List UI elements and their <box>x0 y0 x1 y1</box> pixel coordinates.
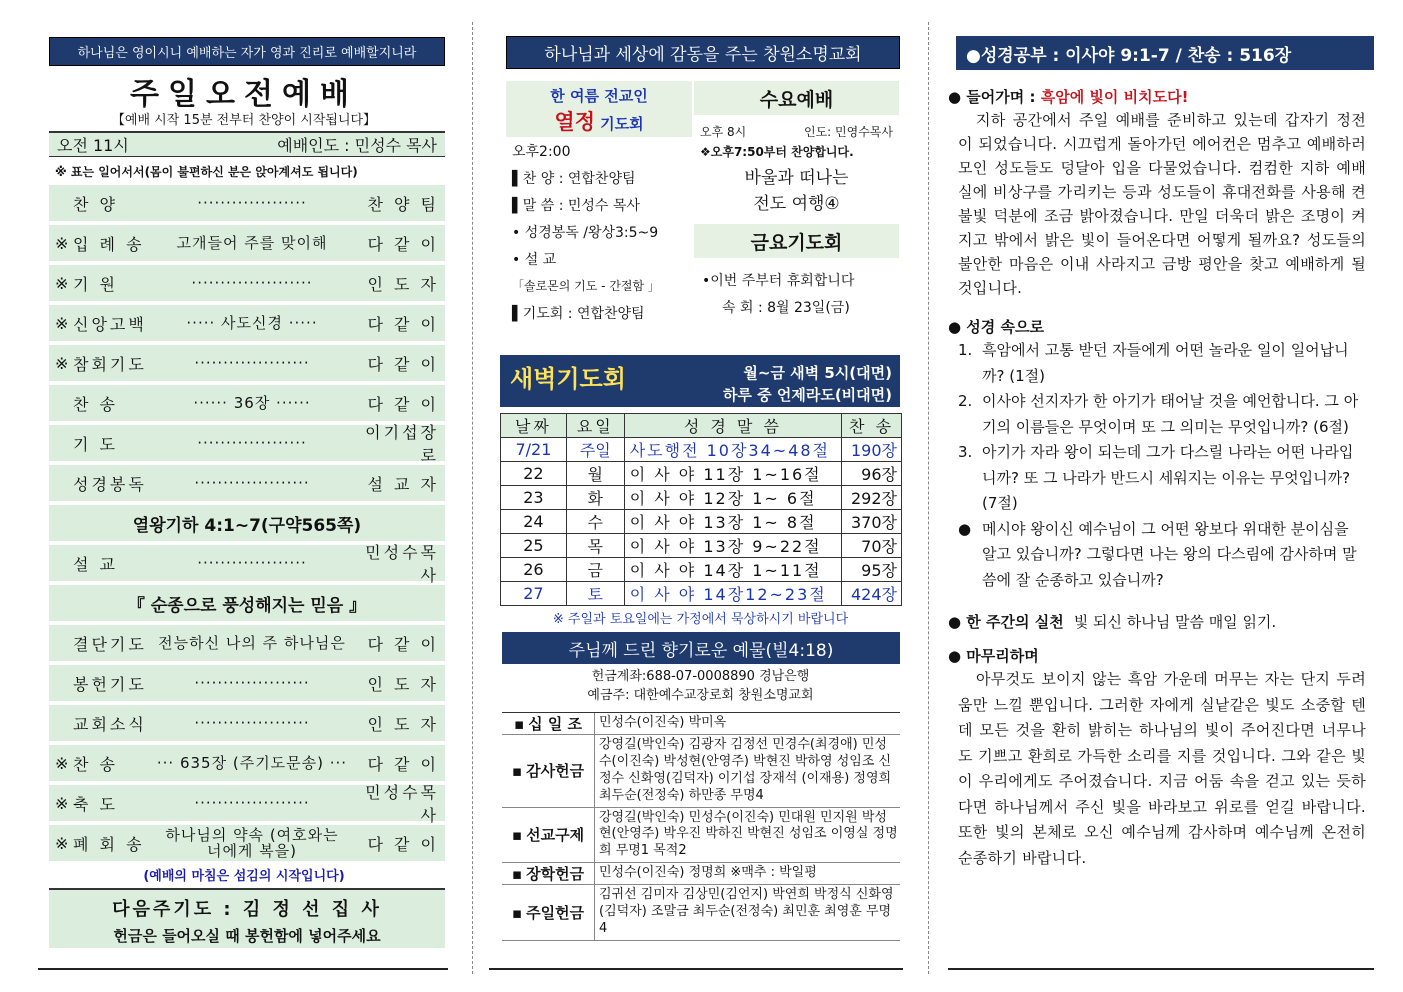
order-presenter: 설 교 자 <box>367 474 439 494</box>
wednesday-sermon <box>694 166 899 224</box>
schedule-date: 24 <box>501 510 567 534</box>
order-item <box>49 543 445 585</box>
offering-kind: ▪ 선교구제 <box>502 808 594 863</box>
schedule-date: 22 <box>501 462 567 486</box>
question-text: 흑암에서 고통 받던 자들에게 어떤 놀라운 일이 일어납니까? (1절) <box>982 341 1349 385</box>
bible-study-banner: ●성경공부 : 이사야 9:1-7 / 찬송 : 516장 <box>956 36 1374 70</box>
order-item <box>49 465 445 501</box>
order-label: 찬 송 <box>73 754 118 774</box>
closing-text: 아무것도 보이지 않는 흑암 가운데 머무는 자는 단지 두려움만 느낄 뿐입니다. 그러한 자에게 실낱같은 빛도 소중할 텐데 모든 것을 환히 밝히는 하나님의 빛이 주어진다면 너무나도 기쁘고 환희로 가득한 소리를 지를 것입니다. 그와 같은 빛이 우리에게도 주어졌습니다. 지금 어둠 속을 걷고 있는 듯하다면 하나님께서 주신 빛을 바라보고 위로를 얻길 바랍니다. 또한 빛의 본체로 오신 예수님께 감사하며 예수님께 온전히 순종하기 바랍니다. <box>958 670 1366 867</box>
schedule-day: 목 <box>566 534 624 558</box>
inside-heading: ● 성경 속으로 <box>948 318 1044 336</box>
order-detail: ····· 사도신경 ····· <box>186 313 318 332</box>
order-mark: ※ <box>55 753 69 773</box>
offering-kind: ▪ 주일헌금 <box>502 885 594 940</box>
order-presenter: 다 같 이 <box>367 634 439 654</box>
bible-study-column <box>948 30 1374 871</box>
summer-prayer-item: 오후2:00 <box>512 143 571 160</box>
order-presenter: 다 같 이 <box>367 314 439 334</box>
order-presenter: 민성수목사 <box>365 543 439 585</box>
bottom-rule-2 <box>489 968 903 970</box>
order-presenter: 인 도 자 <box>367 274 439 294</box>
order-detail: 하나님의 약속 (여호와는 너에게 복을) <box>165 825 339 860</box>
order-presenter: 다 같 이 <box>367 834 439 854</box>
offering-names: 강영길(박인숙) 민성수(이진숙) 민대원 민지원 박성현(안영주) 박우진 박하진 박현진 성임조 이영실 정명희 무명1 목적2 <box>594 808 900 863</box>
order-item <box>49 265 445 301</box>
order-item <box>49 423 445 465</box>
schedule-row <box>501 486 902 510</box>
order-label: 설 교 <box>73 554 118 574</box>
order-label: 찬 양 <box>73 194 118 214</box>
friday-note1: •이번 주부터 휴회합니다 <box>702 273 855 289</box>
order-label: 찬 송 <box>73 394 118 414</box>
schedule-row <box>501 582 902 606</box>
question-item <box>958 338 1366 389</box>
schedule-row <box>501 438 902 462</box>
service-time: 오전 11시 <box>57 136 129 155</box>
order-presenter: 찬 양 팀 <box>367 194 439 214</box>
question-number: 2. <box>958 392 973 410</box>
schedule-date: 23 <box>501 486 567 510</box>
account-info <box>498 664 903 712</box>
worship-order-column <box>40 30 448 948</box>
offering-row <box>502 735 900 808</box>
schedule-note: ※ 주일과 토요일에는 가정에서 묵상하시기 바랍니다 <box>552 612 849 627</box>
order-presenter: 다 같 이 <box>367 754 439 774</box>
order-detail: ······ 36장 ······ <box>193 393 311 412</box>
announcement-boxes <box>498 81 903 355</box>
order-item <box>49 625 445 661</box>
order-item <box>49 305 445 341</box>
sermon-title: 『 순종으로 풍성해지는 믿음 』 <box>49 585 445 621</box>
order-detail: ··················· <box>197 433 307 452</box>
intro-heading <box>948 86 1374 106</box>
order-detail: ····················· <box>191 273 313 292</box>
practice-row <box>948 611 1374 631</box>
schedule-hymn: 190장 <box>842 438 902 462</box>
next-prayer: 다음주기도 : 김 정 선 집 사 <box>112 899 382 920</box>
service-leader: 예배인도 : 민성수 목사 <box>277 136 437 155</box>
divider-1 <box>472 22 473 974</box>
order-detail: 전능하신 나의 주 하나님은 <box>158 633 346 652</box>
divider-2 <box>928 22 929 974</box>
order-list-3 <box>40 625 448 861</box>
schedule-hymn: 95장 <box>842 558 902 582</box>
wednesday-leader: 인도: 민영수목사 <box>803 125 893 139</box>
intro-text: 지하 공간에서 주일 예배를 준비하고 있는데 갑자기 정전이 되었습니다. 시끄럽게 돌아가던 에어컨은 멈추고 예배하러 모인 성도들도 덩달아 입을 다물었습니다. 컴컴한 지하 예배실에 비상구를 가리키는 등과 성도들이 휴대전화를 사용해 켠 불빛 덕분에 조금 밝아졌습니다. 만일 더욱더 밝은 조명이 켜지고 밖에서 밝은 빛이 들어온다면 어떻게 될까요? 성도들의 불안한 마음은 이내 사라지고 금방 평안을 찾고 예배하게 될 것입니다. <box>958 111 1366 297</box>
reading-schedule-table <box>500 413 902 606</box>
summer-prayer-item: ▌말 씀 : 민성수 목사 <box>512 197 640 214</box>
question-item <box>958 389 1366 440</box>
schedule-text: 이 사 야 13장 9~22절 <box>624 534 841 558</box>
dawn-line2: 하루 중 언제라도(비대면) <box>722 386 892 404</box>
offering-kind: ▪ 십 일 조 <box>502 713 594 734</box>
offering-row <box>502 713 900 735</box>
summer-prayer-box <box>506 81 692 326</box>
schedule-row <box>501 462 902 486</box>
schedule-header-row <box>501 414 902 438</box>
order-label: 참회기도 <box>73 354 147 374</box>
order-list-1 <box>40 185 448 501</box>
order-label: 성경봉독 <box>73 474 147 494</box>
schedule-text: 이 사 야 14장12~23절 <box>624 582 841 606</box>
wednesday-time: 오후 8시 <box>700 125 747 139</box>
bottom-rule-1 <box>38 968 448 970</box>
order-detail: ···················· <box>194 473 310 492</box>
order-item <box>49 783 445 825</box>
order-label: 축 도 <box>73 794 118 814</box>
intro-label: ● 들어가며 : <box>948 88 1041 106</box>
offering-kind: ▪ 장학헌금 <box>502 863 594 884</box>
order-detail: ···················· <box>194 353 310 372</box>
account-line1: 헌금계좌:688-07-0008890 경남은행 <box>591 669 810 684</box>
order-presenter: 인 도 자 <box>367 714 439 734</box>
order-label: 봉헌기도 <box>73 674 147 694</box>
schedule-day: 화 <box>566 486 624 510</box>
wednesday-sermon-line2: 전도 여행④ <box>753 193 840 214</box>
order-label: 기 원 <box>73 274 118 294</box>
order-detail: ··················· <box>197 193 307 212</box>
order-label: 교회소식 <box>73 714 147 734</box>
schedule-day: 토 <box>566 582 624 606</box>
scripture-reference: 열왕기하 4:1~7(구약565쪽) <box>49 505 445 541</box>
account-line2: 예금주: 대한예수교장로회 창원소명교회 <box>587 687 814 703</box>
closing-note: (예배의 마침은 섬김의 시작입니다) <box>143 869 345 884</box>
schedule-hymn: 70장 <box>842 534 902 558</box>
schedule-day: 주일 <box>566 438 624 462</box>
offering-list <box>502 712 900 941</box>
schedule-text: 이 사 야 13장 1~ 8절 <box>624 510 841 534</box>
summer-prayer-items <box>506 137 692 326</box>
summer-prayer-item: • 설 교 <box>512 251 557 268</box>
order-detail: ··· 635장 (주기도문송) ··· <box>156 753 348 772</box>
order-detail: ···················· <box>194 673 310 692</box>
order-item <box>49 665 445 701</box>
order-item <box>49 825 445 861</box>
friday-notes <box>694 258 899 321</box>
midweek-box <box>694 81 899 321</box>
schedule-text: 사도행전 10장34~48절 <box>624 438 841 462</box>
order-label: 신앙고백 <box>73 314 147 334</box>
offering-names: 민성수(이진숙) 정명희 ※맥추 : 박일평 <box>594 863 900 884</box>
offering-names: 강영길(박인숙) 김광자 김정선 민경수(최경애) 민성수(이진숙) 박성현(안영주) 박현진 박하영 성임조 신정수 신화영(김덕자) 이기섭 장재석 (이재용) 정영희 최두순(전정숙) 하만종 무명4 <box>594 735 900 807</box>
order-detail: 고개들어 주를 맞이해 <box>176 233 328 252</box>
offering-title: 주님께 드린 향기로운 예물(빌4:18) <box>502 632 900 664</box>
order-item <box>49 225 445 261</box>
summer-prayer-item: ▌찬 양 : 연합찬양팀 <box>512 170 636 187</box>
order-mark: ※ <box>55 793 69 813</box>
order-item <box>49 705 445 741</box>
order-list-2 <box>40 543 448 585</box>
order-mark: ※ <box>55 273 69 293</box>
next-week-box <box>49 888 445 948</box>
summer-prayer-line3: 기도회 <box>600 115 644 133</box>
friday-title: 금요기도회 <box>694 224 899 258</box>
summer-prayer-item: • 성경봉독 /왕상3:5~9 <box>512 224 659 241</box>
order-detail: ···················· <box>194 793 310 812</box>
schedule-hymn: 424장 <box>842 582 902 606</box>
service-header-row <box>49 131 445 157</box>
order-presenter: 민성수목사 <box>365 783 439 825</box>
question-number: 1. <box>958 341 973 359</box>
wednesday-title: 수요예배 <box>694 81 899 115</box>
schedule-date: 7/21 <box>501 438 567 462</box>
schedule-date: 27 <box>501 582 567 606</box>
wednesday-note: ❖오후7:50부터 찬양합니다. <box>700 145 854 159</box>
question-text: 아기가 자라 왕이 되는데 그가 다스릴 나라는 어떤 나라입니까? 또 그 나라가 반드시 세워지는 이유는 무엇입니까? (7절) <box>982 443 1354 512</box>
question-item <box>958 517 1366 594</box>
schedule-hymn: 292장 <box>842 486 902 510</box>
schedule-text: 이 사 야 11장 1~16절 <box>624 462 841 486</box>
schedule-row <box>501 534 902 558</box>
question-text: 메시야 왕이신 예수님이 그 어떤 왕보다 위대한 분이심을 알고 있습니까? 그렇다면 나는 왕의 다스림에 감사하며 말씀에 잘 순종하고 있습니까? <box>982 519 1357 589</box>
news-column <box>498 30 903 941</box>
order-presenter: 다 같 이 <box>367 234 439 254</box>
order-detail: ···················· <box>194 713 310 732</box>
schedule-text: 이 사 야 14장 1~11절 <box>624 558 841 582</box>
offering-names: 민성수(이진숙) 박미옥 <box>594 713 900 734</box>
schedule-day: 수 <box>566 510 624 534</box>
order-presenter: 인 도 자 <box>367 674 439 694</box>
offering-kind: ▪ 감사헌금 <box>502 735 594 807</box>
schedule-day: 월 <box>566 462 624 486</box>
order-item <box>49 385 445 421</box>
dawn-prayer-banner <box>500 355 900 407</box>
order-presenter: 다 같 이 <box>367 354 439 374</box>
order-item <box>49 345 445 381</box>
summer-prayer-line2: 열정 <box>554 110 595 134</box>
offering-row <box>502 863 900 885</box>
order-mark: ※ <box>55 833 69 853</box>
closing-heading: ● 마무리하며 <box>948 647 1039 665</box>
order-item <box>49 185 445 221</box>
schedule-row <box>501 558 902 582</box>
offering-row <box>502 885 900 941</box>
schedule-hymn: 96장 <box>842 462 902 486</box>
summer-prayer-title <box>506 81 692 137</box>
schedule-date: 26 <box>501 558 567 582</box>
question-number: ● <box>958 519 972 538</box>
intro-title: 흑암에 빛이 비치도다! <box>1040 88 1189 106</box>
friday-note2: 속 회 : 8월 23일(금) <box>722 299 850 316</box>
question-list <box>948 336 1374 593</box>
service-subtitle: 【예배 시작 15분 전부터 찬양이 시작됩니다】 <box>111 113 377 128</box>
order-presenter: 이기섭장로 <box>365 423 439 465</box>
schedule-date: 25 <box>501 534 567 558</box>
summer-prayer-item: ▌기도회 : 연합찬양팀 <box>512 305 645 322</box>
schedule-body <box>501 438 902 606</box>
summer-prayer-item: 「솔로몬의 기도 - 간절함 」 <box>512 279 660 293</box>
wednesday-info <box>694 115 899 140</box>
bottom-rule-3 <box>948 968 1374 970</box>
order-item <box>49 745 445 781</box>
offering-note: 헌금은 들어오실 때 봉헌함에 넣어주세요 <box>113 927 381 945</box>
question-item <box>958 440 1366 517</box>
schedule-header: 날짜 <box>501 414 567 438</box>
wednesday-sermon-line1: 바울과 떠나는 <box>744 168 849 188</box>
schedule-hymn: 370장 <box>842 510 902 534</box>
schedule-header: 성 경 말 씀 <box>624 414 841 438</box>
order-mark: ※ <box>55 313 69 333</box>
dawn-title: 새벽기도회 <box>510 365 626 393</box>
schedule-day: 금 <box>566 558 624 582</box>
order-label: 기 도 <box>73 434 118 454</box>
order-label: 입 례 송 <box>73 234 145 254</box>
order-presenter: 다 같 이 <box>367 394 439 414</box>
standing-note: ※ 표는 일어서서(몸이 불편하신 분은 앉아계셔도 됩니다) <box>55 165 358 179</box>
service-title: 주일오전예배 <box>130 77 358 112</box>
schedule-header: 요일 <box>566 414 624 438</box>
question-number: 3. <box>958 443 973 461</box>
schedule-text: 이 사 야 12장 1~ 6절 <box>624 486 841 510</box>
top-banner: 하나님은 영이시니 예배하는 자가 영과 진리로 예배할지니라 <box>49 37 445 66</box>
schedule-row <box>501 510 902 534</box>
offering-row <box>502 808 900 864</box>
practice-text: 빛 되신 하나님 말씀 매일 읽기. <box>1073 613 1277 631</box>
dawn-line1: 월~금 새벽 5시(대면) <box>743 364 892 382</box>
schedule-header: 찬 송 <box>842 414 902 438</box>
order-mark: ※ <box>55 353 69 373</box>
order-mark: ※ <box>55 233 69 253</box>
order-label: 폐 회 송 <box>73 834 145 854</box>
church-banner: 하나님과 세상에 감동을 주는 창원소명교회 <box>506 36 900 69</box>
offering-names: 김귀선 김미자 김상민(김언지) 박연희 박정식 신화영(김덕자) 조말금 최두순(전정숙) 최민훈 최영훈 무명4 <box>594 885 900 940</box>
summer-prayer-line1: 한 여름 전교인 <box>550 87 648 105</box>
order-label: 결단기도 <box>73 634 147 654</box>
practice-label: ● 한 주간의 실천 <box>948 613 1064 631</box>
question-text: 이사야 선지자가 한 아기가 태어날 것을 예언합니다. 그 아기의 이름들은 무엇이며 또 그 의미는 무엇입니까? (6절) <box>982 392 1359 436</box>
order-detail: ··················· <box>197 553 307 572</box>
